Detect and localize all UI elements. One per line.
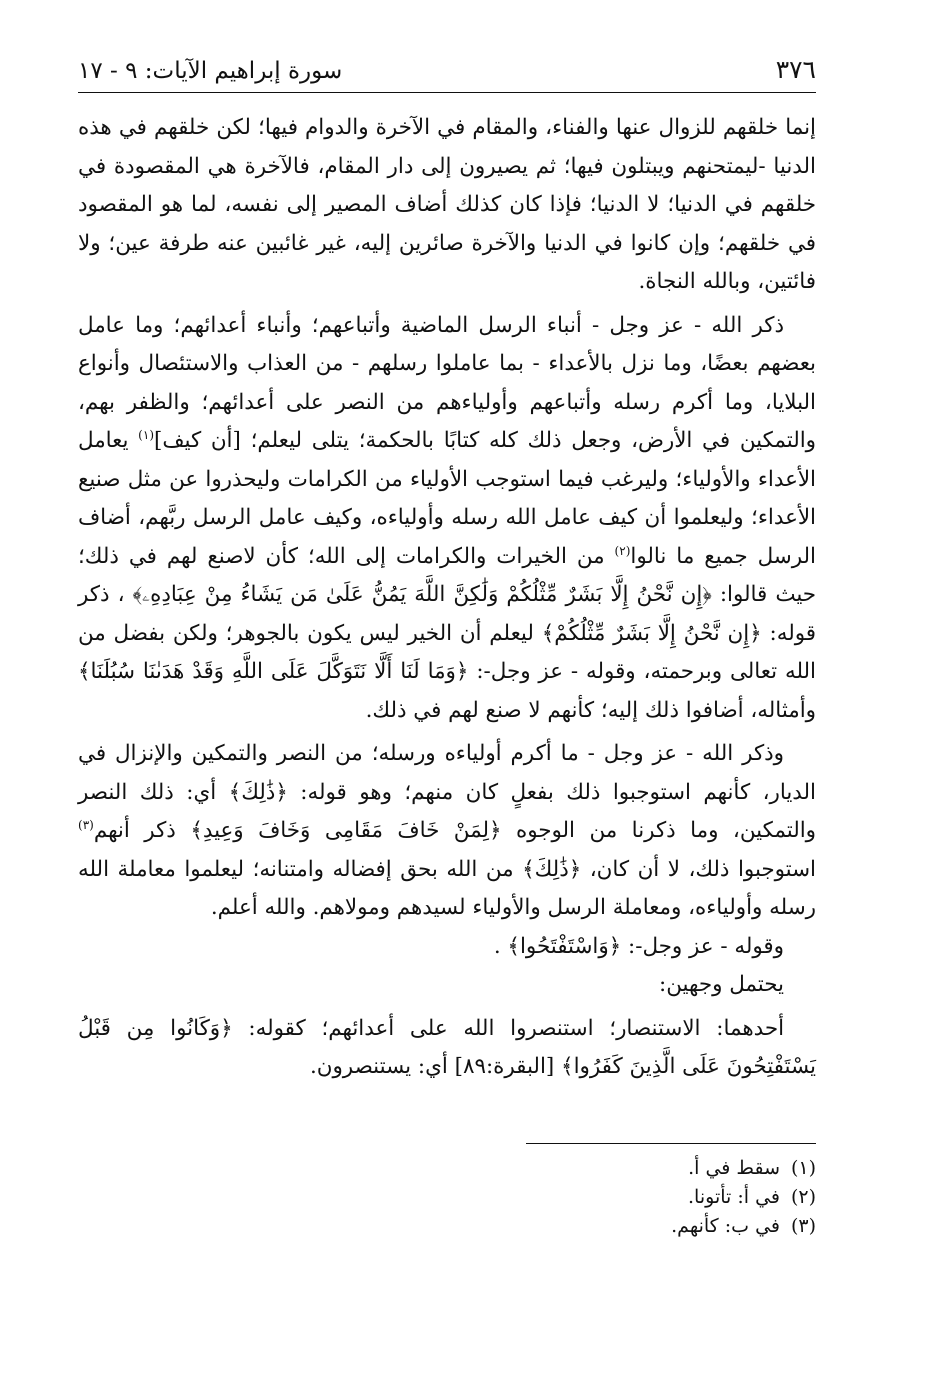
footnote-ref-1: (١): [138, 427, 154, 442]
text-segment: استوجبوا ذلك، لا أن كان،: [581, 856, 816, 882]
text-segment: ليعلم أن الخير ليس يكون بالجوهر؛ ولكن بفضل من الله تعالى وبرحمته، وقوله - عز وجل-:: [78, 620, 816, 684]
text-segment: من الخيرات والكرامات إلى الله؛ كأن لاصنع لهم في ذلك؛ حيث قالوا:: [78, 543, 817, 607]
footnote-number: (١): [790, 1156, 816, 1179]
running-title: سورة إبراهيم الآيات: ٩ - ١٧: [78, 58, 343, 84]
footnote-3: [78, 1212, 816, 1241]
footnote-2: [78, 1183, 816, 1212]
footnote-number: (٢): [790, 1185, 816, 1208]
page-number: ٣٧٦: [775, 55, 816, 84]
footnote-text: في أ: تأتونا.: [688, 1185, 780, 1208]
paragraph-6: [78, 1010, 816, 1087]
footnotes: [78, 1154, 816, 1241]
footnote-1: [78, 1154, 816, 1183]
text-segment: وذكر الله - عز وجل - ما أكرم أولياءه ورسله؛ من النصر والتمكين والإنزال في الديار، كأنهم استوجبوا ذلك بفعلٍ كان منهم؛ وهو قوله:: [78, 741, 816, 805]
text-segment: من الله بحق إفضاله وامتنانه؛ ليعلموا معاملة الله رسله وأولياءه، ومعاملة الرسل والأولياء لسيدهم ومولاهم. والله أعلم.: [78, 856, 816, 920]
text-segment: أحدهما: الاستنصار؛ استنصروا الله على أعدائهم؛ كقوله:: [232, 1015, 785, 1041]
quran-quote: ﴿إِن نَّحْنُ إِلَّا بَشَرٌ مِّثْلُكُمْ﴾: [541, 620, 762, 646]
text-segment: وقوله - عز وجل-:: [621, 933, 784, 959]
quran-quote: ﴿وَمَا لَنَا أَلَّا نَتَوَكَّلَ عَلَى اللَّهِ وَقَدْ هَدَىٰنَا سُبُلَنَا﴾: [78, 659, 469, 684]
text-segment: ، ذكر قوله:: [78, 582, 816, 646]
quran-quote: ﴿لِمَنْ خَافَ مَقَامِى وَخَافَ وَعِيدِ﴾: [190, 818, 502, 843]
quran-quote: ﴿ذَٰلِكَ﴾: [228, 779, 288, 805]
running-header: [78, 50, 816, 92]
footnote-ref-2: (٢): [614, 543, 631, 558]
header-rule: [78, 92, 816, 93]
footnote-number: (٣): [790, 1214, 816, 1237]
quran-quote: ﴿ذَٰلِكَ﴾: [522, 856, 582, 882]
text-segment: وأمثاله، أضافوا ذلك إليه؛ كأنهم لا صنع لهم في ذلك.: [365, 697, 816, 723]
paragraph-5: يحتمل وجهين:: [659, 972, 784, 997]
text-segment: يعامل الأعداء والأولياء؛ وليرغب فيما استوجب الأولياء من الكرامات وليحذروا عن مثل صنيع الأعداء؛ وليعلموا أن كيف عامل الله رسله وأولياءه، وكيف عامل الرسل ربَّهم، أضاف الرسل جميع ما نالوا: [78, 428, 816, 569]
text-segment: ذكر أنهم: [93, 818, 191, 843]
paragraph-4: [78, 928, 816, 967]
footnote-ref-3: (٣): [78, 817, 94, 832]
book-page: [78, 50, 816, 1241]
footnote-text: سقط في أ.: [688, 1156, 780, 1179]
footnote-rule-row: [78, 1087, 816, 1144]
paragraph-2: [78, 307, 816, 731]
footnote-rule: [526, 1143, 816, 1144]
paragraph-3: [78, 735, 816, 928]
text-segment: أي: ذلك النصر والتمكين، وما ذكرنا من الوجوه: [78, 779, 816, 843]
quran-quote: ﴿إِن نَّحْنُ إِلَّا بَشَرٌ مِّثْلُكُمْ وَلَٰكِنَّ اللَّهَ يَمُنُّ عَلَىٰ مَن يَشَاءُ مِنْ عِبَادِهِۦ﴾: [132, 582, 712, 607]
text-segment: .: [493, 933, 508, 959]
text-segment: ذكر الله - عز وجل - أنباء الرسل الماضية وأتباعهم؛ وأنباء أعدائهم؛ وما عامل بعضهم بعضًا، وما نزل بالأعداء - بما عاملوا رسلهم - من العذاب والاستئصال وأنواع البلايا، وما أكرم رسله وأتباعهم وأولياءهم من النصر على أعدائهم؛ والظفر بهم، والتمكين في الأرض، وجعل ذلك كله كتابًا بالحكمة؛ يتلى ليعلم؛ [أن كيف]: [78, 312, 816, 453]
quran-quote: ﴿وَكَانُوا مِن قَبْلُ يَسْتَفْتِحُونَ عَلَى الَّذِينَ كَفَرُوا﴾: [78, 1015, 816, 1079]
paragraph-1: إنما خلقهم للزوال عنها والفناء، والمقام في الآخرة والدوام فيها؛ لكن خلقهم في هذه الدنيا -ليمتحنهم ويبتلون فيها؛ ثم يصيرون إلى دار المقام، فالآخرة هي المقصودة في خلقهم في الدنيا؛ لا الدنيا؛ فإذا كان كذلك أضاف المصير إلى نفسه، لما هو المقصود في خلقهم؛ وإن كانوا في الدنيا والآخرة صائرين إليه، غير غائبين عنه طرفة عين؛ ولا فائتين، وبالله النجاة.: [78, 115, 816, 294]
text-segment: [البقرة:٨٩] أي: يستنصرون.: [309, 1054, 562, 1079]
quran-quote: ﴿وَاسْتَفْتَحُوا﴾: [507, 933, 622, 959]
footnote-text: في ب: كأنهم.: [671, 1214, 780, 1237]
